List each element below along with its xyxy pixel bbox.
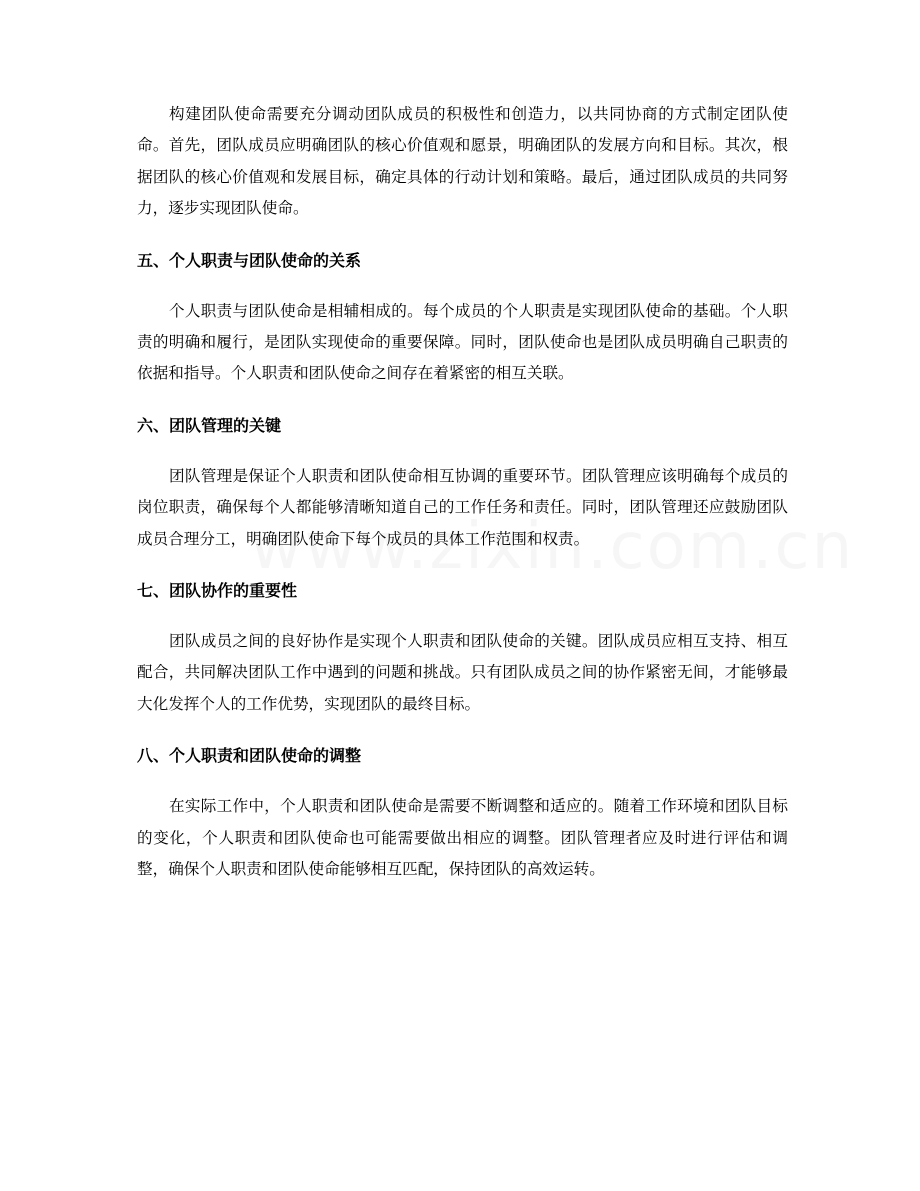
paragraph-team-mission-building: 构建团队使命需要充分调动团队成员的积极性和创造力，以共同协商的方式制定团队使命。首先，团队成员应明确团队的核心价值观和愿景，明确团队的发展方向和目标。其次，根据团队的核心价值观和发展目标，确定具体的行动计划和策略。最后，通过团队成员的共同努力，逐步实现团队使命。 [137,105,788,218]
heading-section-8: 八、个人职责和团队使命的调整 [137,746,362,766]
paragraph-section-5: 个人职责与团队使命是相辅相成的。每个成员的个人职责是实现团队使命的基础。个人职责的明确和履行，是团队实现使命的重要保障。同时，团队使命也是团队成员明确自己职责的依据和指导。个人职责和团队使命之间存在着紧密的相互关联。 [137,301,788,383]
heading-section-5: 五、个人职责与团队使命的关系 [137,250,362,270]
paragraph-section-6: 团队管理是保证个人职责和团队使命相互协调的重要环节。团队管理应该明确每个成员的岗位职责，确保每个人都能够清晰知道自己的工作任务和责任。同时，团队管理还应鼓励团队成员合理分工，明确团队使命下每个成员的具体工作范围和权责。 [137,466,788,548]
paragraph-section-7: 团队成员之间的良好协作是实现个人职责和团队使命的关键。团队成员应相互支持、相互配合，共同解决团队工作中遇到的问题和挑战。只有团队成员之间的协作紧密无间，才能够最大化发挥个人的工作优势，实现团队的最终目标。 [137,632,788,713]
paragraph-section-8: 在实际工作中，个人职责和团队使命是需要不断调整和适应的。随着工作环境和团队目标的变化，个人职责和团队使命也可能需要做出相应的调整。团队管理者应及时进行评估和调整，确保个人职责和团队使命能够相互匹配，保持团队的高效运转。 [137,797,788,879]
heading-section-6: 六、团队管理的关键 [137,415,282,435]
heading-section-7: 七、团队协作的重要性 [137,581,298,601]
